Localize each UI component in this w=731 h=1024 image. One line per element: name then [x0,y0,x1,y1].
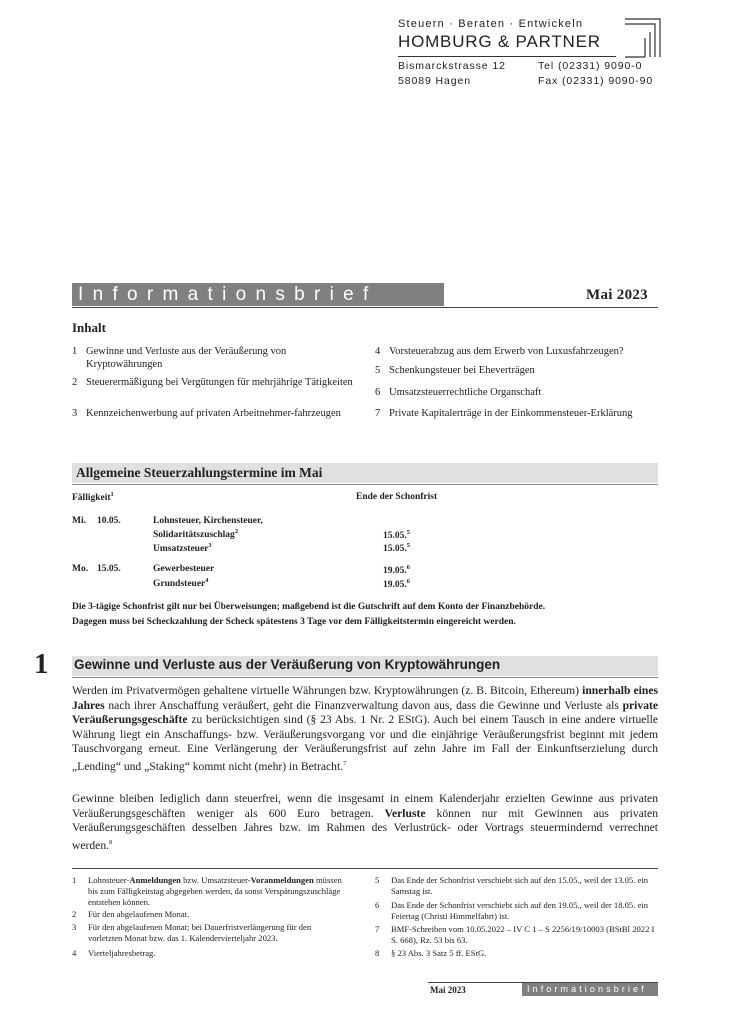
toc-title: Schenkungsteuer bei Eheverträgen [389,365,535,376]
tax-item: Solidaritätszuschlag$^2$ [153,528,239,541]
toc-title: Private Kapitalerträge in der Einkommensteuer-Erklärung [389,408,633,419]
toc-number: 1 [72,346,78,357]
toc-item [375,365,665,379]
toc-item [72,346,362,370]
footnote-rule [72,868,658,869]
tax-item: Gewerbesteuer [153,564,215,574]
toc-number: 3 [72,408,78,419]
letterhead-address-row [398,60,698,72]
toc-number: 4 [375,346,381,357]
footnote: 2 Für den abgelaufenen Monat. [72,909,190,919]
letterhead-rule [398,56,616,57]
due-day: Mi. [72,516,86,526]
city: 58089 Hagen [398,75,471,87]
toc-number: 5 [375,365,381,376]
schonfrist-end: 15.05.$^5$ [383,542,410,555]
toc-number: 6 [375,387,381,398]
toc-title: Umsatzsteuerrechtliche Organschaft [389,387,542,398]
footnote: 5 Das Ende der Schonfrist verschiebt sich auf den 15.05., weil der 13.05. ein Samstag ist. [375,875,649,896]
footnote: 4 Vierteljahresbetrag. [72,948,156,958]
due-date: 15.05. [97,564,121,574]
section1-rule [72,677,658,678]
footer-date: Mai 2023 [430,985,466,995]
toc-item [72,408,362,422]
letterhead-city-row [398,75,698,87]
col-header-faelligkeit: Fälligkeit$^1$ [72,491,114,504]
termine-heading: Allgemeine Steuerzahlungstermine im Mai [76,465,323,480]
schonfrist-end: 15.05.$^5$ [383,529,410,542]
schonfrist-end: 19.05.$^6$ [383,578,410,591]
contents-heading: Inhalt [72,320,106,335]
toc-title: Vorsteuerabzug aus dem Erwerb von Luxusfahrzeugen? [389,346,624,357]
issue-date: Mai 2023 [586,287,648,303]
letterhead-tagline: Steuern · Beraten · Entwickeln [398,18,584,30]
section1-heading: Gewinne und Verluste aus der Veräußerung von Kryptowährungen [74,657,501,672]
company-logo [625,18,661,58]
toc-item [72,377,362,391]
footnote: 3 Für den abgelaufenen Monat; bei Dauerfristverlängerung für den vorletzten Monat bzw. das 1. Kalendervierteljahr 2023. [72,922,312,943]
section-number: 1 [34,648,49,680]
fax: Fax (02331) 9090-90 [538,75,654,87]
toc-number: 2 [72,377,78,388]
toc-item [375,408,665,422]
tax-item: Grundsteuer$^4$ [153,577,209,590]
termine-rule [72,484,658,485]
footnote: 6 Das Ende der Schonfrist verschiebt sich auf den 19.05., weil der 18.05. ein Feiertag (Christi Himmelfahrt) ist. [375,900,649,921]
newsletter-title: Informationsbrief [78,284,378,305]
toc-title: Steuerermäßigung bei Vergütungen für mehrjährige Tätigkeiten [86,377,353,388]
schonfrist-end: 19.05.$^6$ [383,564,410,577]
col-header-schonfrist: Ende der Schonfrist [356,492,438,502]
tax-item: Umsatzsteuer$^3$ [153,542,212,555]
section1-paragraph-1: Werden im Privatvermögen gehaltene virtuelle Währungen bzw. Kryptowährungen (z. B. Bitcoin, Ethereum) innerhalb eines Jahres nach ihrer Anschaffung veräußert, geht die Finanzverwaltung davon aus, dass die Gewinne und Verluste als private Veräußerungsgeschäfte zu berücksichtigen sind (§ 23 Abs. 1 Nr. 2 EStG). Auch bei einem Tausch in eine andere virtuelle Währung liegt ein Anschaffungs- bzw. Veräußerungsvorgang vor und die einjährige Veräußerungsfrist beginnt mit jedem Tauschvorgang erneut. Eine Verlängerung der Veräußerungsfrist auf zehn Jahre im Fall der Einkunftserzielung durch „Lending“ und „Staking“ kommt nicht (mehr) in Betracht.$^7$ [72,684,658,773]
toc-item [375,346,665,360]
toc-title: Kennzeichenwerbung auf privaten Arbeitnehmer-fahrzeugen [86,408,341,419]
telephone: Tel (02331) 9090-0 [538,60,643,72]
section1-paragraph-2: Gewinne bleiben lediglich dann steuerfrei, wenn die insgesamt in einem Kalenderjahr erzielten Gewinne aus privaten Veräußerungsgeschäften weniger als 600 Euro betragen. Verluste können nur mit Gewinnen aus privaten Veräußerungsgeschäften desselben Jahres bzw. im Rahmen des Verlustrück- oder Vortrags steuermindernd verrechnet werden.$^8$ [72,792,659,852]
footnote: 7 BMF-Schreiben vom 10.05.2022 – IV C 1 – S 2256/19/10003 (BStBl 2022 I S. 668), Rz. 53 bis 63. [375,924,655,945]
tax-item: Lohnsteuer, Kirchensteuer, [153,516,263,526]
schonfrist-note: Die 3-tägige Schonfrist gilt nur bei Überweisungen; maßgebend ist die Gutschrift auf dem Konto der Finanzbehörde. [72,602,546,612]
due-day: Mo. [72,564,89,574]
footer-title: Informationsbrief [527,984,647,994]
title-rule [72,307,658,308]
toc-number: 7 [375,408,381,419]
due-date: 10.05. [97,516,121,526]
toc-title: Gewinne und Verluste aus der Veräußerung von Kryptowährungen [86,346,287,370]
toc-item [375,387,665,401]
company-name: HOMBURG & PARTNER [398,32,601,51]
scheck-note: Dagegen muss bei Scheckzahlung der Scheck spätestens 3 Tage vor dem Fälligkeitstermin eingereicht werden. [72,617,516,627]
street: Bismarckstrasse 12 [398,60,506,72]
footnote: 1 Lohnsteuer-Anmeldungen bzw. Umsatzsteuer-Voranmeldungen müssen bis zum Fälligkeitstag abgegeben werden, da sonst Verspätungszuschläge entstehen können. [72,875,342,907]
footnote: 8 § 23 Abs. 3 Satz 5 ff. EStG. [375,948,487,958]
